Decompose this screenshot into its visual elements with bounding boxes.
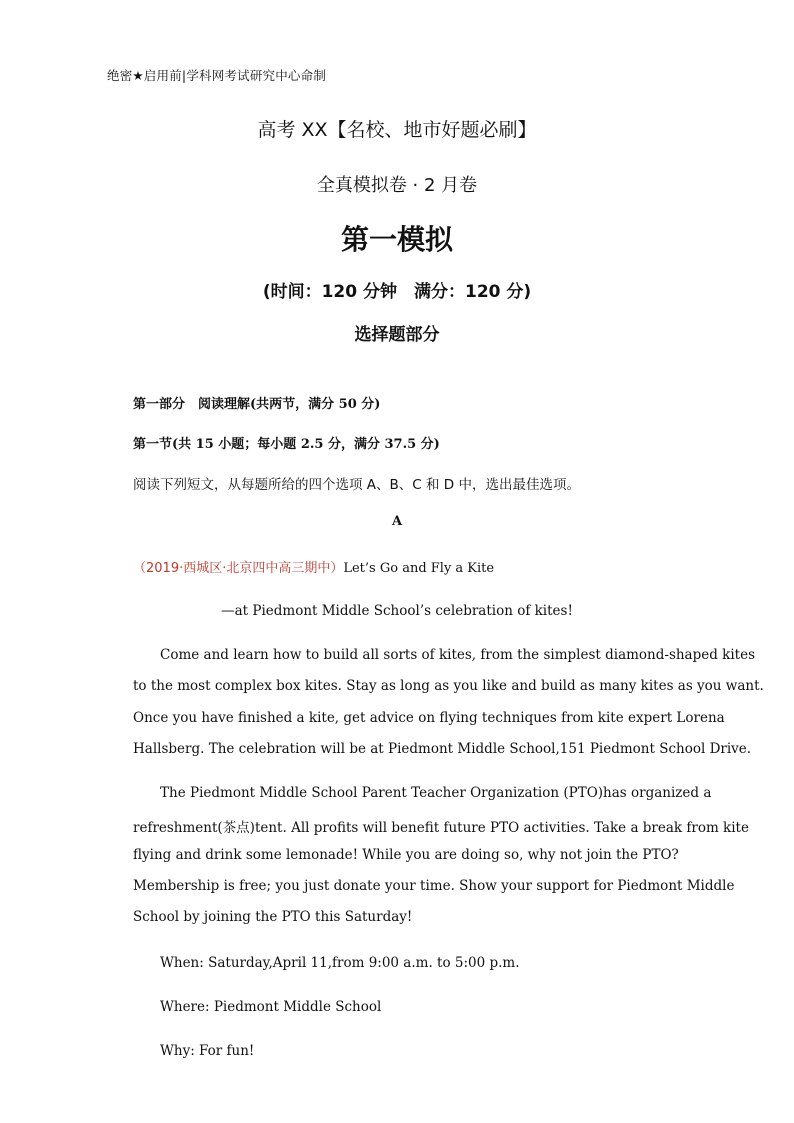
paragraph2-line: The Piedmont Middle School Parent Teacher Organization (PTO)has organized a <box>160 785 712 801</box>
passage-title: Let’s Go and Fly a Kite <box>343 561 495 576</box>
exam-series-title: 高考 XX【名校、地市好题必刷】 <box>257 119 537 141</box>
paragraph1-line: Once you have finished a kite, get advice on flying techniques from kite expert Lorena <box>133 710 725 726</box>
passage-source: （2019·西城区·北京四中高三期中） <box>133 561 344 576</box>
confidential-header: 绝密★启用前|学科网考试研究中心命制 <box>107 68 327 83</box>
passage-label: A <box>391 514 403 529</box>
section-one-heading: 第一节(共 15 小题；每小题 2.5 分，满分 37.5 分) <box>133 437 440 452</box>
event-why: Why: For fun! <box>160 1043 255 1059</box>
paragraph2-line: refreshment(茶点)tent. All profits will benefit future PTO activities. Take a break from kite <box>133 820 749 836</box>
exam-paper-title: 全真模拟卷 · 2 月卷 <box>316 175 478 196</box>
time-and-score: (时间：120 分钟 满分：120 分) <box>262 282 532 302</box>
paragraph2-line: flying and drink some lemonade! While you are doing so, why not join the PTO? <box>133 847 679 863</box>
simulation-title: 第一模拟 <box>340 223 453 256</box>
part-one-heading: 第一部分 阅读理解(共两节，满分 50 分) <box>133 397 381 412</box>
paragraph1-line: to the most complex box kites. Stay as long as you like and build as many kites as you want. <box>133 678 764 694</box>
event-when: When: Saturday,April 11,from 9:00 a.m. to 5:00 p.m. <box>160 955 520 971</box>
paragraph1-line: Come and learn how to build all sorts of kites, from the simplest diamond-shaped kites <box>160 647 756 663</box>
section-heading: 选择题部分 <box>354 325 440 345</box>
passage-source-line <box>133 557 494 576</box>
paragraph2-line: School by joining the PTO this Saturday! <box>133 909 413 925</box>
directions-text: 阅读下列短文，从每题所给的四个选项 A、B、C 和 D 中，选出最佳选项。 <box>133 477 580 493</box>
event-where: Where: Piedmont Middle School <box>160 999 382 1015</box>
passage-subtitle: —at Piedmont Middle School’s celebration of kites! <box>221 603 573 619</box>
paragraph1-line: Hallsberg. The celebration will be at Piedmont Middle School,151 Piedmont School Drive. <box>133 741 752 757</box>
paragraph2-line: Membership is free; you just donate your time. Show your support for Piedmont Middle <box>133 878 735 894</box>
